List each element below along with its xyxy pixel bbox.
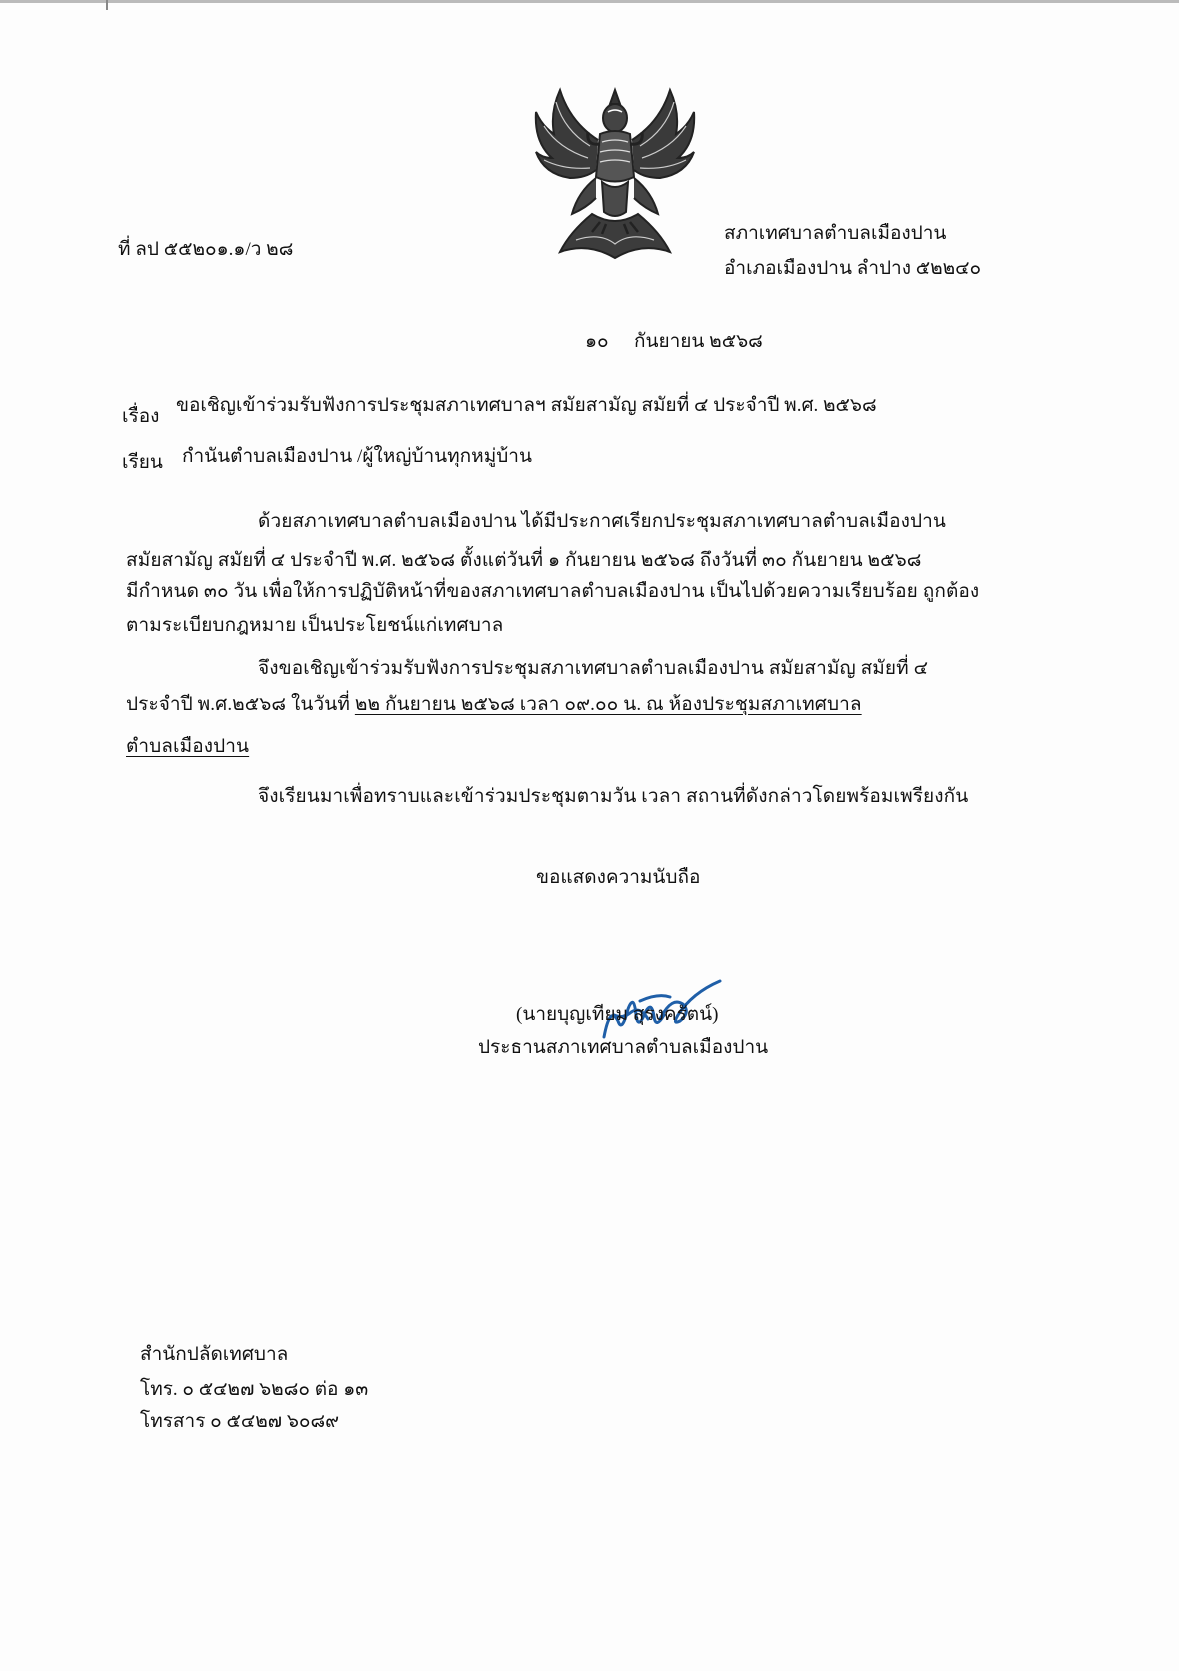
org-address: อำเภอเมืองปาน ลำปาง ๕๒๒๔๐ xyxy=(724,258,982,279)
letter-date-month-year: กันยายน ๒๕๖๘ xyxy=(634,331,763,352)
body-paragraph-1-line-2: สมัยสามัญ สมัยที่ ๔ ประจำปี พ.ศ. ๒๕๖๘ ตั้งแต่วันที่ ๑ กันยายน ๒๕๖๘ ถึงวันที่ ๓๐ กันยายน ๒๕๖๘ xyxy=(126,550,922,571)
body-paragraph-2-line-1: จึงขอเชิญเข้าร่วมรับฟังการประชุมสภาเทศบาลตำบลเมืองปาน สมัยสามัญ สมัยที่ ๔ xyxy=(258,658,929,679)
footer-telephone: โทร. ๐ ๕๔๒๗ ๖๒๘๐ ต่อ ๑๓ xyxy=(140,1379,369,1400)
body-paragraph-2-line-2 xyxy=(126,693,862,717)
addressee-label: เรียน xyxy=(122,452,163,473)
addressee-text: กำนันตำบลเมืองปาน /ผู้ใหญ่บ้านทุกหมู่บ้าน xyxy=(182,446,532,467)
closing-phrase: ขอแสดงความนับถือ xyxy=(536,867,701,888)
meeting-intro-text: ประจำปี พ.ศ.๒๕๖๘ ในวันที่ xyxy=(126,694,350,715)
org-name: สภาเทศบาลตำบลเมืองปาน xyxy=(724,223,947,244)
signer-title: ประธานสภาเทศบาลตำบลเมืองปาน xyxy=(478,1037,769,1058)
scan-top-edge xyxy=(0,0,1179,3)
meeting-date-time-place: ๒๒ กันยายน ๒๕๖๘ เวลา ๐๙.๐๐ น. ณ ห้องประชุมสภาเทศบาล xyxy=(354,694,862,715)
footer-fax: โทรสาร ๐ ๕๔๒๗ ๖๐๘๙ xyxy=(140,1411,340,1432)
footer-office: สำนักปลัดเทศบาล xyxy=(140,1344,289,1365)
body-paragraph-1-line-3: มีกำหนด ๓๐ วัน เพื่อให้การปฏิบัติหน้าที่ของสภาเทศบาลตำบลเมืองปาน เป็นไปด้วยความเรียบร้อย ถูกต้อง xyxy=(126,581,980,602)
subject-text: ขอเชิญเข้าร่วมรับฟังการประชุมสภาเทศบาลฯ สมัยสามัญ สมัยที่ ๔ ประจำปี พ.ศ. ๒๕๖๘ xyxy=(176,395,877,416)
body-paragraph-1-line-4: ตามระเบียบกฎหมาย เป็นประโยชน์แก่เทศบาล xyxy=(126,615,504,636)
body-paragraph-3: จึงเรียนมาเพื่อทราบและเข้าร่วมประชุมตามวัน เวลา สถานที่ดังกล่าวโดยพร้อมเพรียงกัน xyxy=(258,786,969,807)
body-paragraph-1-line-1: ด้วยสภาเทศบาลตำบลเมืองปาน ได้มีประกาศเรียกประชุมสภาเทศบาลตำบลเมืองปาน xyxy=(258,511,946,532)
reference-number: ที่ ลป ๕๕๒๐๑.๑/ว ๒๘ xyxy=(118,239,294,260)
signer-name: (นายบุญเทียม สุรงครัตน์) xyxy=(516,1004,719,1025)
scan-edge-mark xyxy=(106,0,108,10)
meeting-place-continued: ตำบลเมืองปาน xyxy=(126,736,250,757)
letter-date-day: ๑๐ xyxy=(585,331,609,352)
subject-label: เรื่อง xyxy=(122,406,160,427)
garuda-emblem-icon xyxy=(530,82,700,267)
